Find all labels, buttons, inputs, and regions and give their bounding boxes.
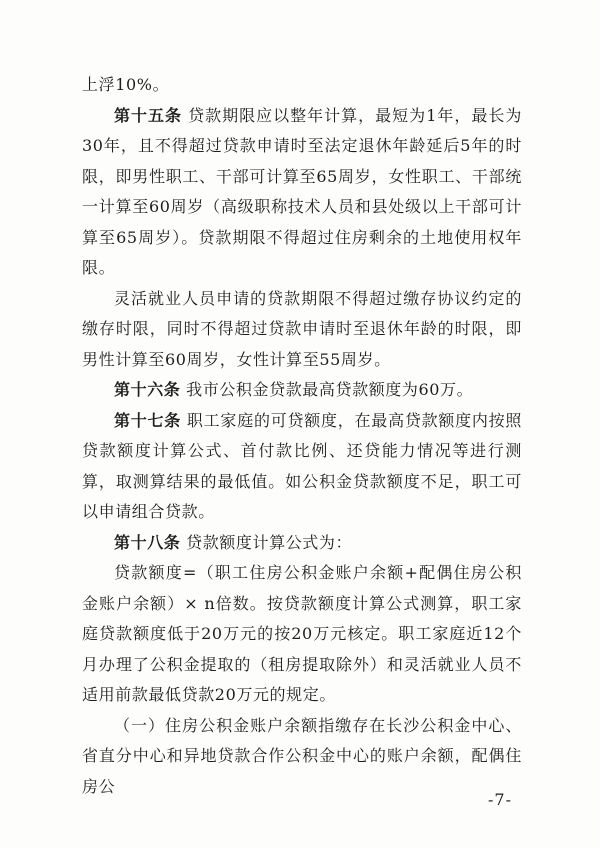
article-heading: 第十六条 <box>114 380 181 399</box>
article-heading: 第十八条 <box>114 532 181 552</box>
paragraph-formula <box>82 558 522 711</box>
paragraph-text: 灵活就业人员申请的贷款期限不得超过缴存协议约定的缴存时限，同时不得超过贷款申请时至退休年龄的时限，即男性计算至60周岁，女性计算至55周岁。 <box>82 288 522 369</box>
paragraph-text: 上浮10%。 <box>82 75 170 94</box>
paragraph-item-1 <box>82 711 522 803</box>
page-number: -7- <box>488 790 512 809</box>
article-16 <box>82 375 522 406</box>
paragraph-text: 贷款期限应以整年计算，最短为1年，最长为30年，且不得超过贷款申请时至法定退休年龄延后5年的时限，即男性职工、干部可计算至65周岁，女性职工、干部统一计算至60周岁（高级职称技术人员和县处级以上干部可计算至65周岁）。贷款期限不得超过住房剩余的土地使用权年限。 <box>82 105 522 277</box>
paragraph-continuation <box>82 70 522 101</box>
article-18 <box>82 528 522 559</box>
paragraph-text: 贷款额度计算公式为： <box>180 532 353 552</box>
paragraph-text: 职工家庭的可贷额度，在最高贷款额度内按照贷款额度计算公式、首付款比例、还贷能力情况等进行测算，取测算结果的最低值。如公积金贷款额度不足，职工可以申请组合贷款。 <box>82 410 523 521</box>
paragraph-flexible-employment <box>82 284 522 376</box>
article-heading: 第十五条 <box>114 105 183 125</box>
article-heading: 第十七条 <box>114 410 182 430</box>
paragraph-text: 贷款额度=（职工住房公积金账户余额+配偶住房公积金账户余额）× n倍数。按贷款额度计算公式测算，职工家庭贷款额度低于20万元的按20万元核定。职工家庭近12个月办理了公积金提取的（租房提取除外）和灵活就业人员不适用前款最低贷款20万元的规定。 <box>82 563 522 704</box>
document-body <box>82 70 522 802</box>
paragraph-text: 我市公积金贷款最高贷款额度为60万。 <box>180 380 474 399</box>
paragraph-text: （一）住房公积金账户余额指缴存在长沙公积金中心、省直分中心和异地贷款合作公积金中心的账户余额，配偶住房公 <box>82 715 522 796</box>
article-17 <box>82 406 522 528</box>
article-15 <box>82 101 522 284</box>
